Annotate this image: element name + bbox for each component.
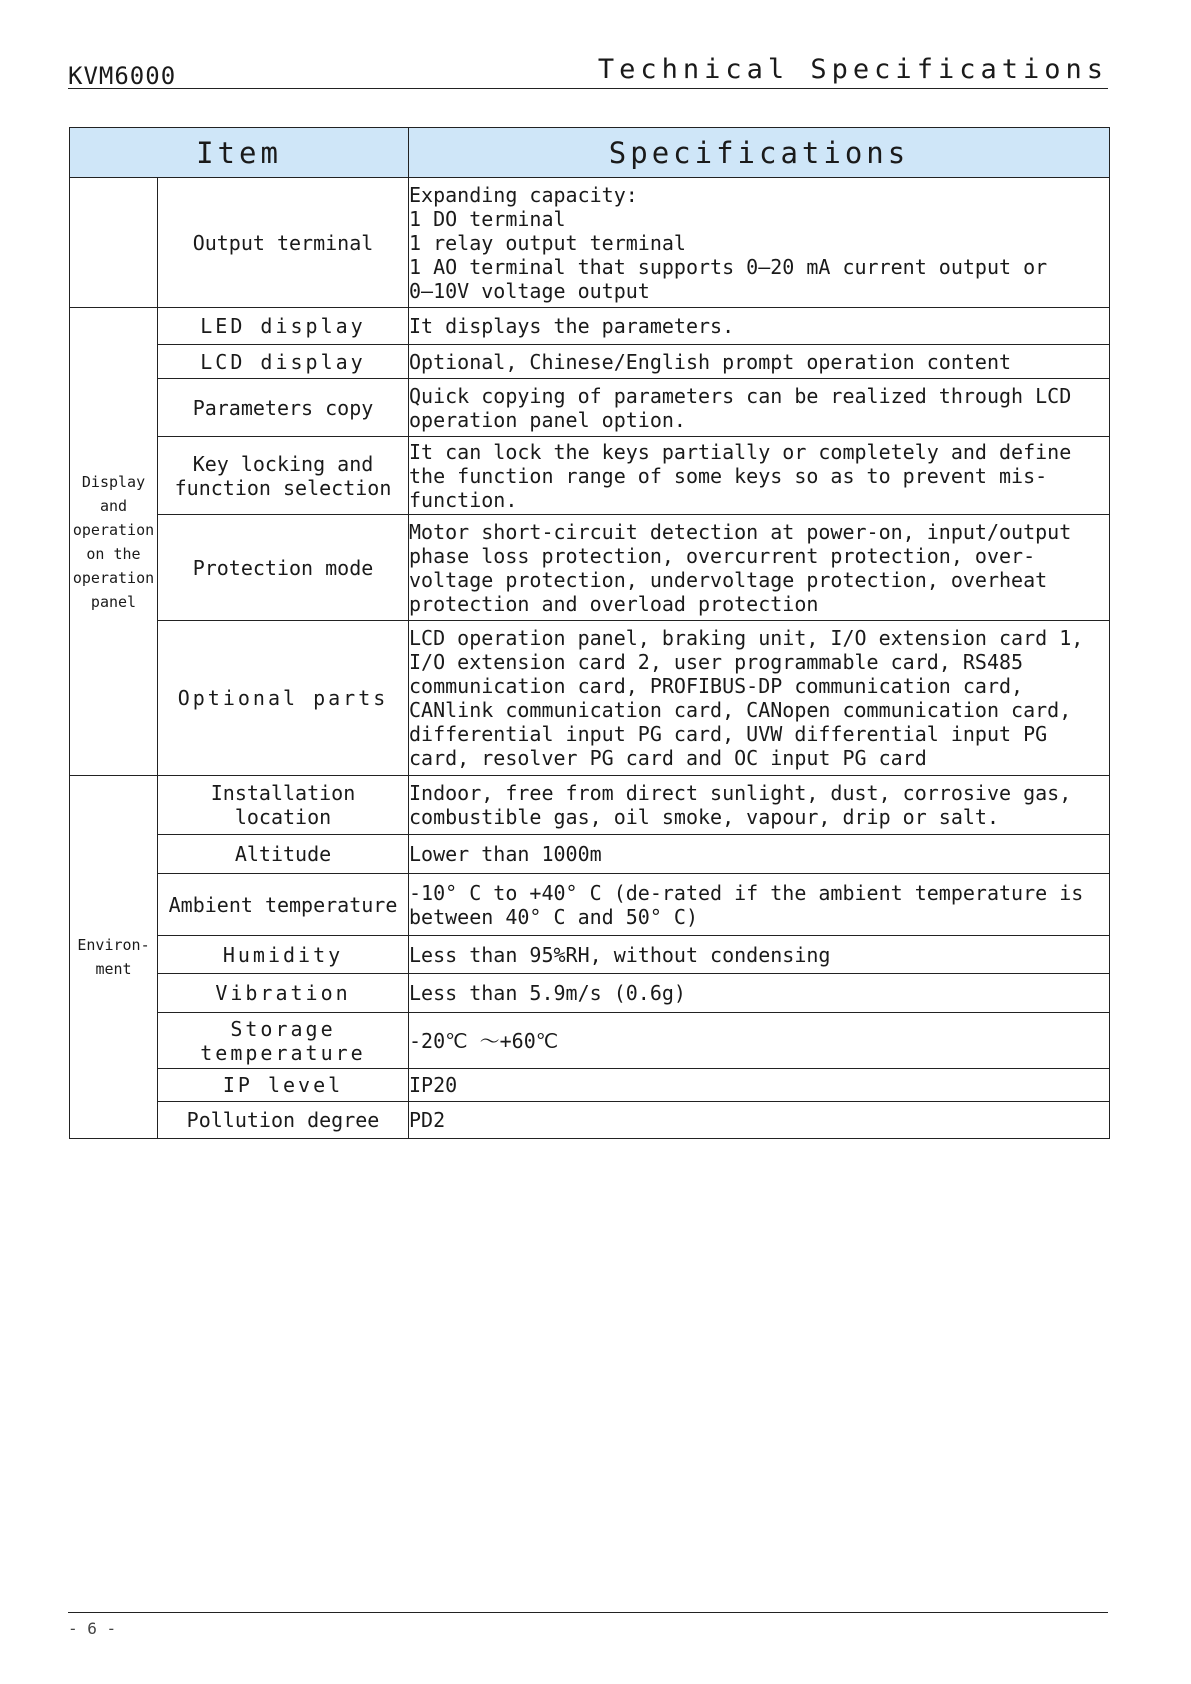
spec-line: 1 DO terminal bbox=[409, 206, 566, 231]
section-title: Technical Specifications bbox=[597, 54, 1108, 85]
table-row bbox=[70, 936, 1110, 974]
item-cell: Vibration bbox=[158, 974, 409, 1013]
group-label-environment: Environ-ment bbox=[70, 776, 158, 1139]
model-name: KVM6000 bbox=[68, 62, 177, 90]
item-cell: Humidity bbox=[158, 936, 409, 974]
item-cell: Optional parts bbox=[158, 621, 409, 776]
spec-cell: Motor short-circuit detection at power-on, input/output phase loss protection, overcurrent protection, over-voltage protection, undervoltage protection, overheat protection and overload protection bbox=[409, 515, 1110, 621]
table-row bbox=[70, 515, 1110, 621]
spec-cell: It displays the parameters. bbox=[409, 308, 1110, 345]
table-row bbox=[70, 308, 1110, 345]
specifications-table bbox=[69, 127, 1110, 1139]
spec-cell: Lower than 1000m bbox=[409, 835, 1110, 874]
spec-line: 1 relay output terminal bbox=[409, 230, 686, 255]
item-cell: Output terminal bbox=[158, 178, 409, 308]
item-cell: Altitude bbox=[158, 835, 409, 874]
item-cell: Pollution degree bbox=[158, 1102, 409, 1139]
spec-line: 1 AO terminal that supports 0–20 mA current output or bbox=[409, 254, 1048, 279]
page-footer bbox=[68, 1612, 1108, 1638]
spec-cell: LCD operation panel, braking unit, I/O extension card 1, I/O extension card 2, user programmable card, RS485 communication card, PROFIBUS-DP communication card, CANlink communication card, CANopen communication card, differential input PG card, UVW differential input PG card, resolver PG card and OC input PG card bbox=[409, 621, 1110, 776]
item-cell: Installation location bbox=[158, 776, 409, 835]
spec-cell: Optional, Chinese/English prompt operation content bbox=[409, 345, 1110, 379]
table-row bbox=[70, 974, 1110, 1013]
table-row bbox=[70, 776, 1110, 835]
spec-cell bbox=[409, 178, 1110, 308]
table-row bbox=[70, 345, 1110, 379]
table-row bbox=[70, 1069, 1110, 1102]
spec-line: 0–10V voltage output bbox=[409, 278, 650, 303]
item-cell: IP level bbox=[158, 1069, 409, 1102]
column-header-specifications: Specifications bbox=[409, 128, 1110, 178]
table-row bbox=[70, 1013, 1110, 1069]
column-header-item: Item bbox=[70, 128, 409, 178]
item-cell: Protection mode bbox=[158, 515, 409, 621]
spec-cell: It can lock the keys partially or completely and define the function range of some keys so as to prevent mis-function. bbox=[409, 437, 1110, 515]
spec-cell: -10° C to +40° C (de-rated if the ambient temperature is between 40° C and 50° C) bbox=[409, 874, 1110, 936]
spec-cell: Less than 5.9m/s (0.6g) bbox=[409, 974, 1110, 1013]
item-cell: Key locking and function selection bbox=[158, 437, 409, 515]
item-cell: Parameters copy bbox=[158, 379, 409, 437]
table-header-row bbox=[70, 128, 1110, 178]
page-number: - 6 - bbox=[68, 1619, 117, 1638]
spec-cell: Quick copying of parameters can be realized through LCD operation panel option. bbox=[409, 379, 1110, 437]
table-row bbox=[70, 874, 1110, 936]
table-row bbox=[70, 835, 1110, 874]
spec-cell: IP20 bbox=[409, 1069, 1110, 1102]
spec-cell: Less than 95%RH, without condensing bbox=[409, 936, 1110, 974]
table-row bbox=[70, 1102, 1110, 1139]
item-cell: Ambient temperature bbox=[158, 874, 409, 936]
item-cell: Storage temperature bbox=[158, 1013, 409, 1069]
page-header bbox=[68, 52, 1108, 89]
empty-group-cell bbox=[70, 178, 158, 308]
group-label-display: Display and operation on the operation panel bbox=[70, 308, 158, 776]
item-cell: LED display bbox=[158, 308, 409, 345]
table-row bbox=[70, 379, 1110, 437]
spec-line: Expanding capacity: bbox=[409, 182, 638, 207]
item-cell: LCD display bbox=[158, 345, 409, 379]
table-row bbox=[70, 178, 1110, 308]
spec-cell: Indoor, free from direct sunlight, dust, corrosive gas, combustible gas, oil smoke, vapour, drip or salt. bbox=[409, 776, 1110, 835]
table-row bbox=[70, 437, 1110, 515]
table-row bbox=[70, 621, 1110, 776]
spec-cell: -20℃ ～+60℃ bbox=[409, 1013, 1110, 1069]
spec-cell: PD2 bbox=[409, 1102, 1110, 1139]
